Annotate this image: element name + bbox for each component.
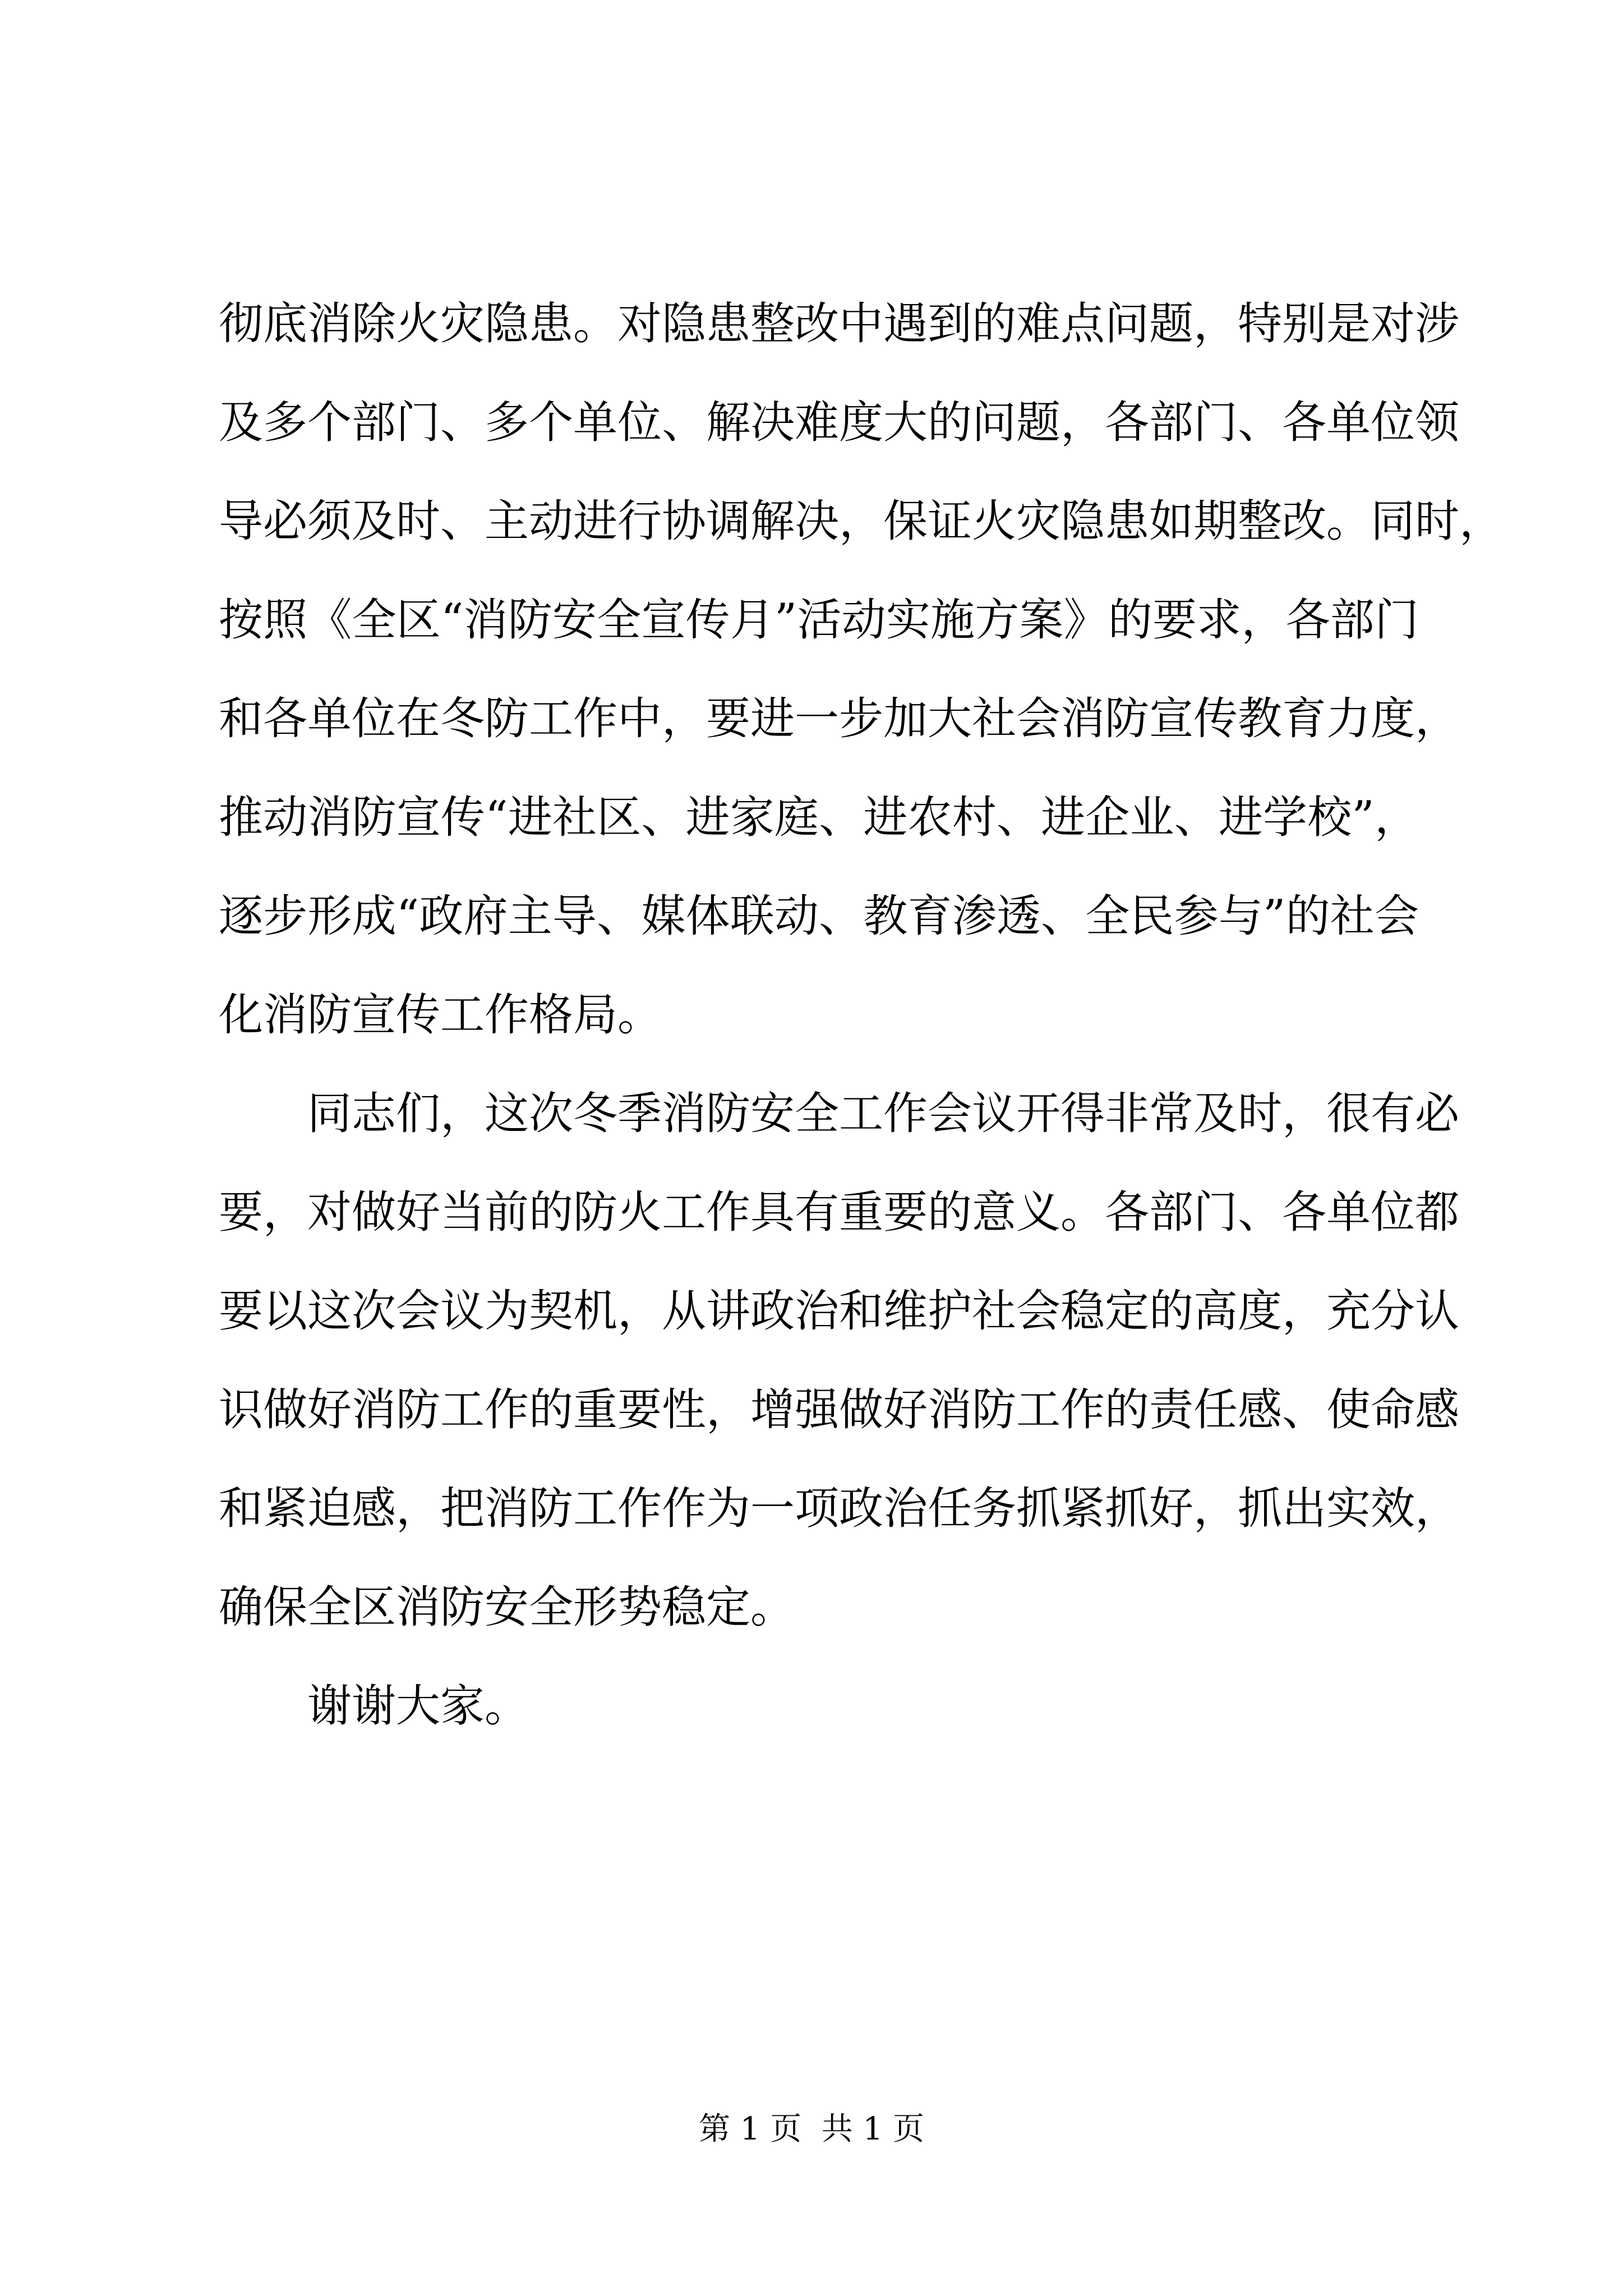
paragraph-line: 化消防宣传工作格局。 xyxy=(219,989,662,1041)
paragraph-line: 同志们，这次冬季消防安全工作会议开得非常及时，很有必 xyxy=(307,1088,1459,1139)
paragraph-line: 识做好消防工作的重要性，增强做好消防工作的责任感、使命感 xyxy=(219,1384,1459,1435)
paragraph-line: 导必须及时、主动进行协调解决，保证火灾隐患如期整改。同时， xyxy=(219,495,1504,547)
paragraph-line: 彻底消除火灾隐患。对隐患整改中遇到的难点问题，特别是对涉 xyxy=(219,298,1459,349)
paragraph-line: 要，对做好当前的防火工作具有重要的意义。各部门、各单位都 xyxy=(219,1186,1459,1238)
page-number-footer: 第 1 页 共 1 页 xyxy=(698,2111,925,2147)
paragraph-line: 要以这次会议为契机，从讲政治和维护社会稳定的高度，充分认 xyxy=(219,1285,1459,1337)
document-body xyxy=(219,298,1504,1783)
paragraph-line: 逐步形成“政府主导、媒体联动、教育渗透、全民参与”的社会 xyxy=(219,890,1419,942)
paragraph-line: 及多个部门、多个单位、解决难度大的问题，各部门、各单位领 xyxy=(219,397,1459,448)
paragraph-line: 和各单位在冬防工作中，要进一步加大社会消防宣传教育力度， xyxy=(219,693,1459,744)
closing-line: 谢谢大家。 xyxy=(307,1680,529,1732)
paragraph-line: 确保全区消防安全形势稳定。 xyxy=(219,1581,795,1633)
paragraph-line: 和紧迫感，把消防工作作为一项政治任务抓紧抓好，抓出实效， xyxy=(219,1483,1459,1534)
paragraph-line: 按照《全区“消防安全宣传月”活动实施方案》的要求，各部门 xyxy=(219,594,1419,646)
paragraph-line: 推动消防宣传“进社区、进家庭、进农村、进企业、进学校”， xyxy=(219,792,1419,843)
